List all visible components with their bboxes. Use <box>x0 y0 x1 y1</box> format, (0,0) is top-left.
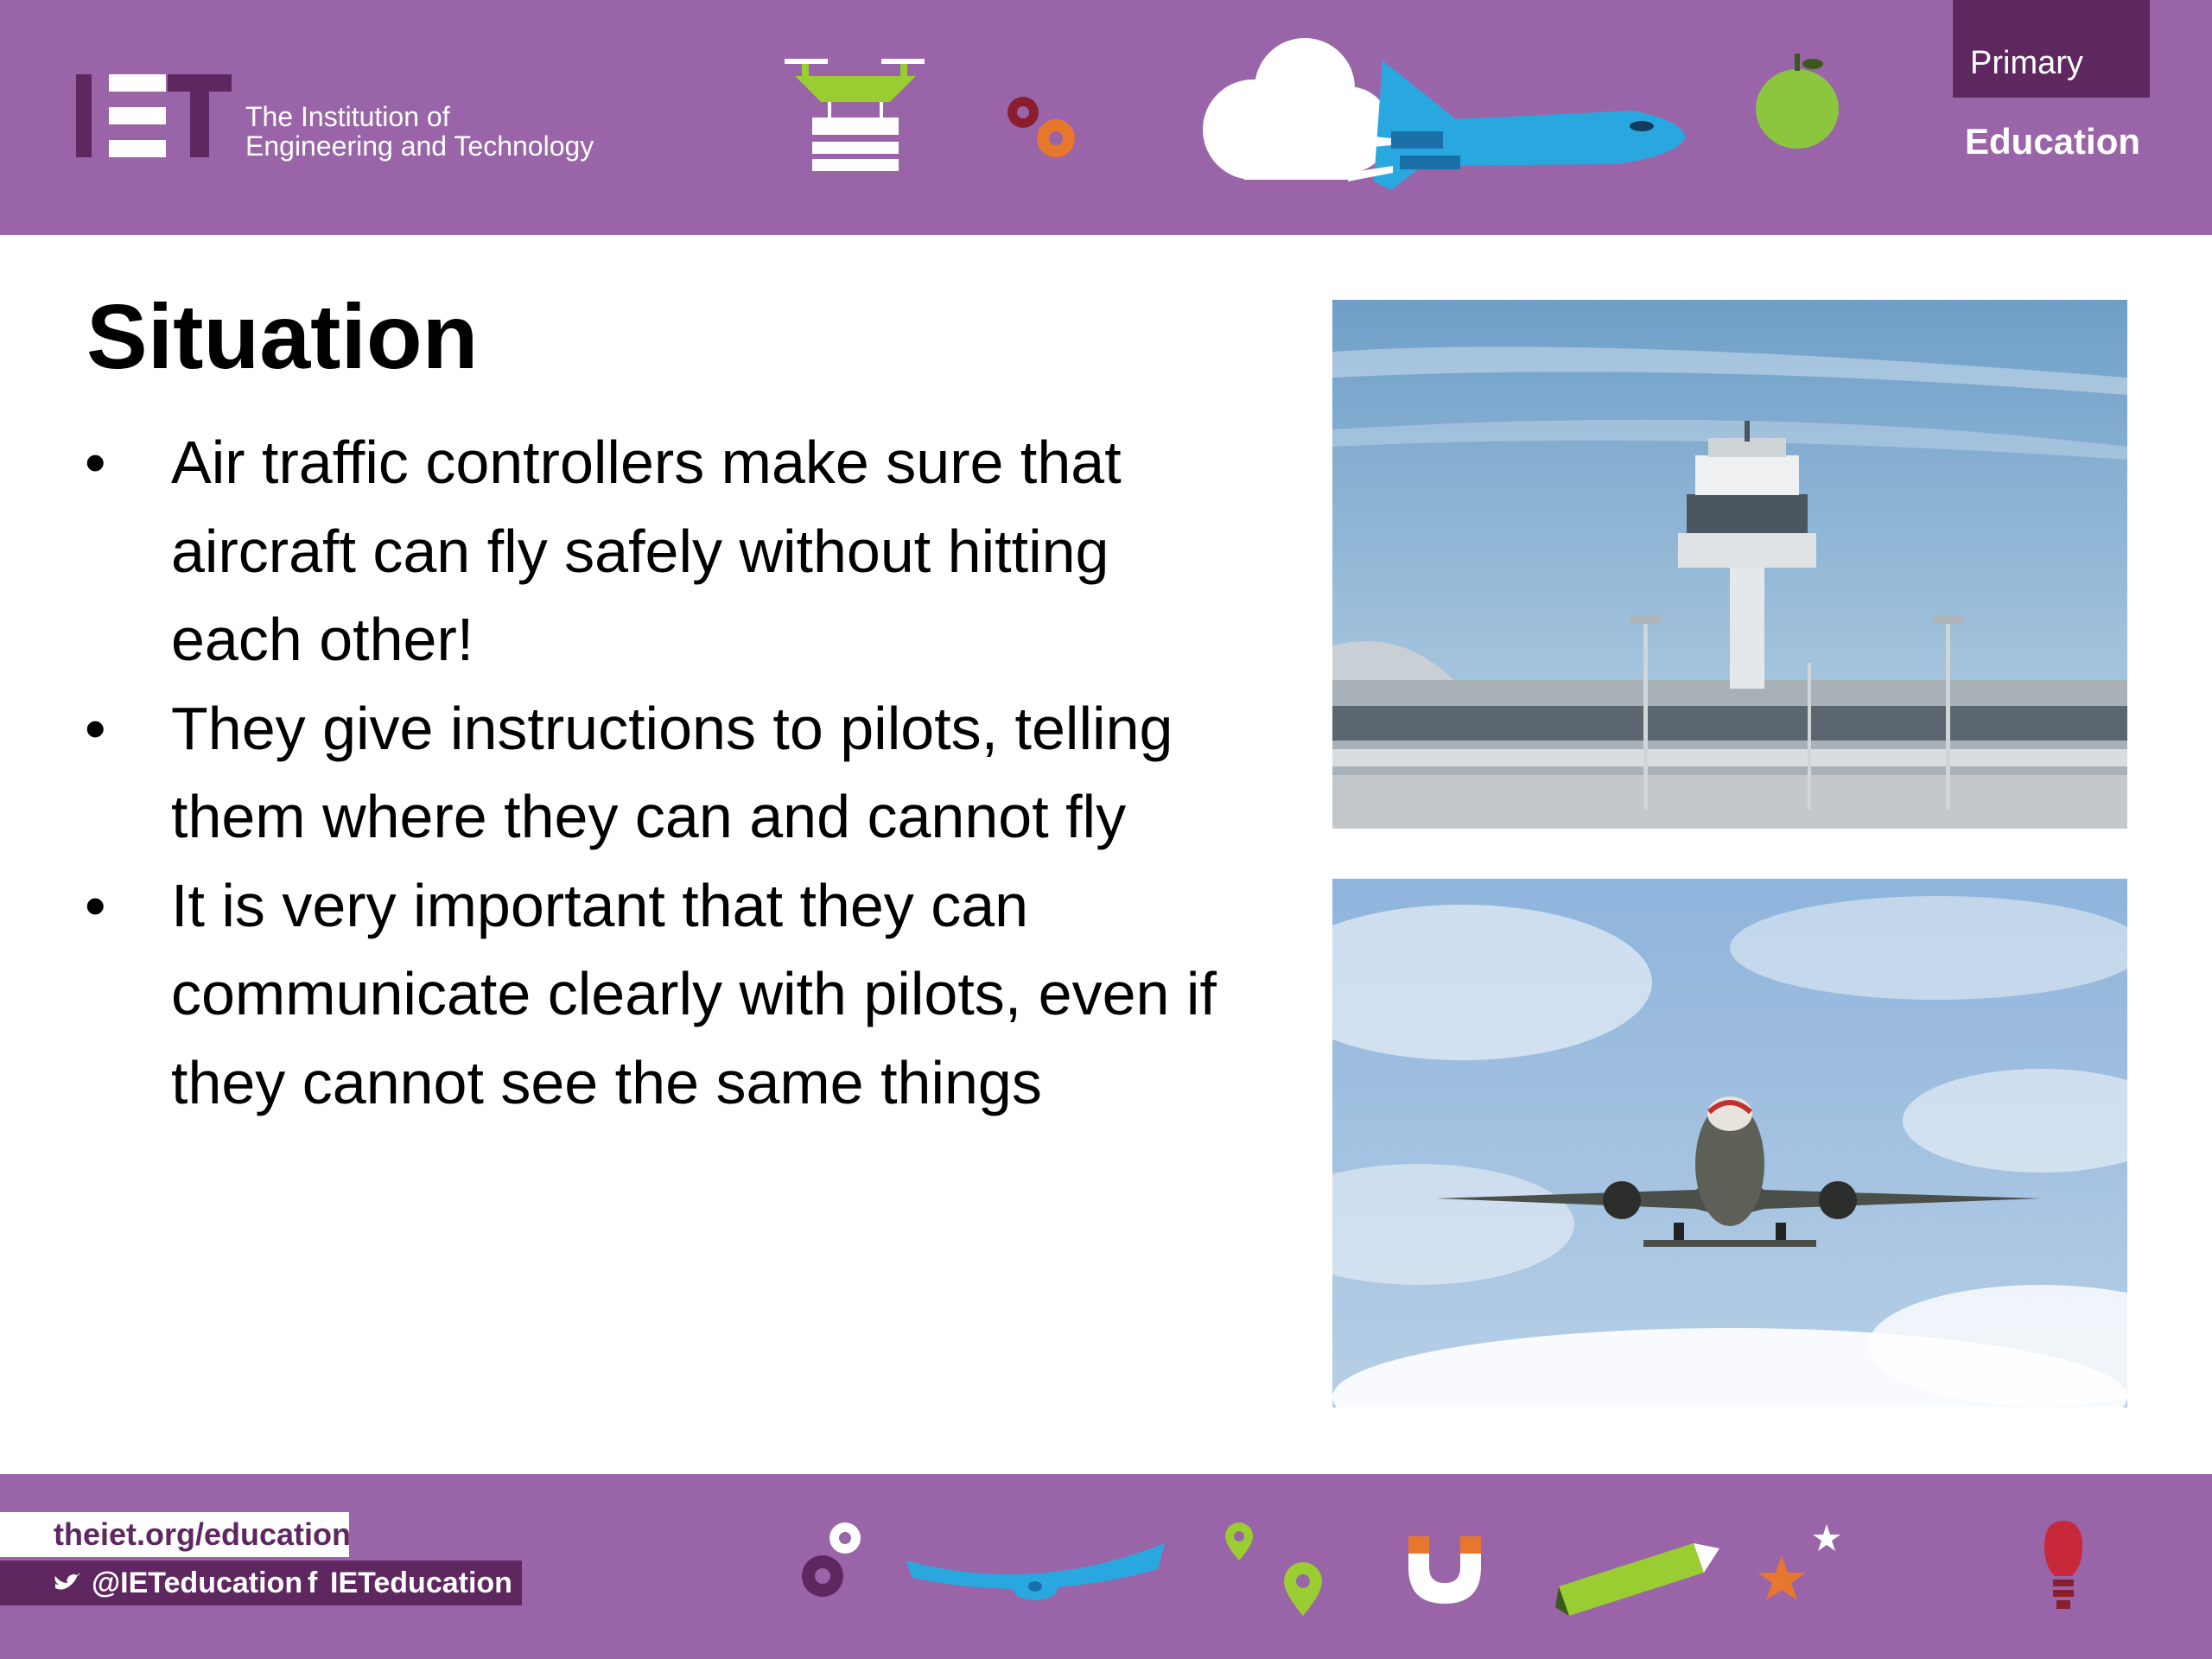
bullet-item <box>85 861 1225 1128</box>
light-bulb-icon <box>2037 1517 2089 1616</box>
star-icon <box>1754 1521 1849 1607</box>
org-name-line1: The Institution of <box>245 101 450 132</box>
bullet-item <box>85 684 1225 861</box>
bullet-text: They give instructions to pilots, telling them where they can and cannot fly <box>171 694 1173 850</box>
org-name-line2: Engineering and Technology <box>245 130 594 162</box>
pencil-icon <box>1555 1538 1719 1616</box>
facebook-icon[interactable]: f <box>308 1567 318 1599</box>
bullet-text: Air traffic controllers make sure that aircraft can fly safely without hitting each other! <box>171 429 1122 673</box>
gears-icon <box>798 1519 868 1605</box>
twitter-icon[interactable] <box>54 1571 81 1595</box>
magnet-icon <box>1400 1528 1486 1605</box>
control-tower-photo <box>1332 300 2127 829</box>
bullet-marker: • <box>85 429 106 496</box>
facebook-handle[interactable]: IETeducation <box>330 1567 512 1599</box>
bullet-item <box>85 418 1225 684</box>
bullet-marker: • <box>85 694 106 762</box>
bullet-list <box>85 418 1225 1127</box>
social-bar <box>0 1560 522 1605</box>
gears-icon <box>999 90 1085 168</box>
website-link[interactable]: theiet.org/education <box>0 1512 349 1557</box>
glider-icon <box>906 1535 1165 1612</box>
space-shuttle-icon <box>1339 52 1694 199</box>
airplane-photo <box>1332 879 2127 1408</box>
location-pin-icon <box>1220 1522 1324 1618</box>
bullet-marker: • <box>85 871 106 939</box>
twitter-handle[interactable]: @IETeducation <box>92 1567 303 1599</box>
apple-icon <box>1752 50 1842 150</box>
page-title: Situation <box>86 286 479 388</box>
iet-logo <box>76 74 232 157</box>
primary-label: Primary <box>1970 45 2083 81</box>
org-name <box>245 102 594 161</box>
education-label: Education <box>1965 121 2141 162</box>
drone-icon <box>778 50 933 188</box>
bullet-text: It is very important that they can communicate clearly with pilots, even if they cannot see the same things <box>171 871 1217 1116</box>
